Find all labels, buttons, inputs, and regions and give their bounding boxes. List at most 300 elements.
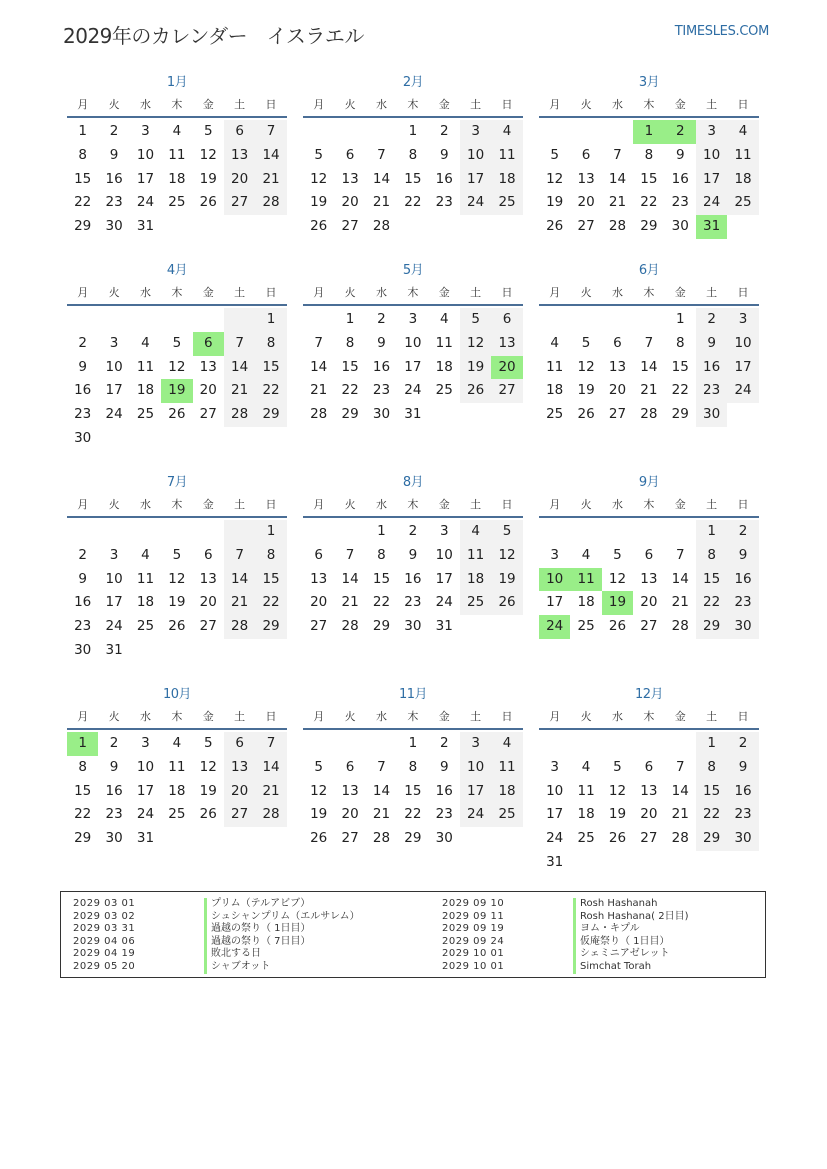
day-cell: 9 xyxy=(78,570,87,587)
week-row xyxy=(303,191,523,215)
day-cell: 3 xyxy=(550,546,559,563)
day-cell: 26 xyxy=(577,406,595,423)
day-cell: 20 xyxy=(341,194,359,211)
day-cell: 28 xyxy=(372,830,391,847)
week-row xyxy=(539,168,759,192)
day-cell: 17 xyxy=(435,570,453,587)
day-cell: 10 xyxy=(136,758,155,775)
empty-day-cell xyxy=(255,827,286,851)
empty-day-cell xyxy=(224,520,255,544)
day-cell: 19 xyxy=(168,594,186,611)
day-cell: 15 xyxy=(404,170,422,187)
holiday-name: 過越の祭り（ 1日目） xyxy=(204,923,311,936)
day-cell: 15 xyxy=(74,170,92,187)
day-cell: 30 xyxy=(404,618,422,635)
empty-day-cell xyxy=(67,520,98,544)
page-title: 2029年のカレンダー イスラエル xyxy=(63,24,364,48)
holiday-name: Simchat Torah xyxy=(573,961,651,974)
weekday-label: 木 xyxy=(643,710,655,723)
empty-day-cell xyxy=(161,215,192,239)
empty-day-cell xyxy=(570,308,601,332)
day-cell: 14 xyxy=(671,782,689,799)
brand-link[interactable]: TIMESLES.COM xyxy=(674,24,769,39)
day-cell: 13 xyxy=(640,570,658,587)
day-cell: 12 xyxy=(577,358,595,375)
weekday-label: 火 xyxy=(344,710,356,723)
day-cell: 12 xyxy=(168,358,186,375)
week-row xyxy=(539,615,759,639)
weekday-header xyxy=(303,94,523,118)
empty-day-cell xyxy=(130,308,161,332)
weekday-label: 月 xyxy=(77,498,89,511)
day-cell: 31 xyxy=(435,618,453,635)
day-cell: 29 xyxy=(341,406,359,423)
day-cell: 13 xyxy=(224,144,255,168)
day-cell: 7 xyxy=(675,758,685,775)
day-cell: 2 xyxy=(109,123,119,139)
day-cell: 27 xyxy=(640,618,658,635)
week-row xyxy=(67,780,287,804)
day-cell: 16 xyxy=(74,594,92,611)
day-cell: 7 xyxy=(224,544,255,568)
weekday-label: 火 xyxy=(580,286,592,299)
empty-day-cell xyxy=(727,403,758,427)
day-cell: 25 xyxy=(168,806,186,823)
day-cell: 21 xyxy=(671,594,689,611)
day-cell: 27 xyxy=(577,218,595,235)
day-cell: 9 xyxy=(408,546,418,563)
day-cell: 31 xyxy=(136,218,155,235)
empty-day-cell xyxy=(334,120,365,144)
day-cell: 21 xyxy=(310,382,328,399)
week-row xyxy=(303,144,523,168)
week-row xyxy=(303,780,523,804)
day-cell: 14 xyxy=(640,358,658,375)
empty-day-cell xyxy=(67,308,98,332)
day-cell: 4 xyxy=(141,334,150,351)
weekday-label: 水 xyxy=(139,498,151,511)
day-cell: 16 xyxy=(404,570,422,587)
day-cell: 6 xyxy=(491,308,522,332)
week-row xyxy=(303,732,523,756)
weekday-label: 土 xyxy=(470,98,482,111)
day-cell: 29 xyxy=(255,615,286,639)
holiday-date: 2029 04 06 xyxy=(73,935,136,947)
month-block xyxy=(67,72,287,239)
weekday-label: 日 xyxy=(737,98,749,111)
day-cell: 27 xyxy=(608,406,627,423)
day-cell: 14 xyxy=(224,568,255,592)
day-cell: 12 xyxy=(608,570,627,587)
day-cell: 21 xyxy=(372,194,391,211)
weekday-label: 日 xyxy=(265,710,277,723)
weekday-label: 水 xyxy=(375,498,387,511)
weekday-label: 日 xyxy=(501,710,513,723)
weekday-header xyxy=(539,94,759,118)
day-cell: 28 xyxy=(671,830,689,847)
day-cell: 5 xyxy=(172,546,182,563)
day-cell: 29 xyxy=(404,830,422,847)
day-cell: 2 xyxy=(696,308,727,332)
day-cell: 24 xyxy=(404,382,422,399)
weekday-label: 水 xyxy=(375,286,387,299)
day-cell: 21 xyxy=(640,382,658,399)
day-cell: 26 xyxy=(546,218,564,235)
weekday-label: 水 xyxy=(611,498,623,511)
weekday-label: 火 xyxy=(344,98,356,111)
week-row xyxy=(539,756,759,780)
day-cell: 30 xyxy=(696,403,727,427)
holiday-day-cell: 1 xyxy=(633,120,664,144)
day-cell: 11 xyxy=(727,144,758,168)
weekday-header xyxy=(303,282,523,306)
day-cell: 12 xyxy=(199,146,217,163)
day-cell: 24 xyxy=(435,594,453,611)
day-cell: 14 xyxy=(608,170,627,187)
empty-day-cell xyxy=(570,732,601,756)
day-cell: 13 xyxy=(608,358,627,375)
weekday-label: 金 xyxy=(202,710,214,723)
day-cell: 23 xyxy=(671,194,689,211)
day-cell: 23 xyxy=(74,618,92,635)
day-cell: 28 xyxy=(671,618,689,635)
empty-day-cell xyxy=(193,427,224,451)
empty-day-cell xyxy=(303,732,334,756)
day-cell: 26 xyxy=(168,618,186,635)
day-cell: 24 xyxy=(460,803,491,827)
day-cell: 11 xyxy=(491,144,522,168)
weekday-label: 木 xyxy=(643,98,655,111)
week-row xyxy=(539,403,759,427)
week-row xyxy=(67,732,287,756)
day-cell: 30 xyxy=(105,830,123,847)
month-block xyxy=(539,260,759,427)
day-cell: 9 xyxy=(109,146,119,163)
weekday-label: 月 xyxy=(549,710,561,723)
day-cell: 10 xyxy=(435,546,453,563)
weekday-label: 火 xyxy=(108,710,120,723)
day-cell: 16 xyxy=(105,170,123,187)
day-cell: 14 xyxy=(224,356,255,380)
day-cell: 19 xyxy=(310,806,328,823)
month-block xyxy=(67,684,287,851)
day-cell: 24 xyxy=(460,191,491,215)
empty-day-cell xyxy=(491,615,522,639)
day-cell: 8 xyxy=(255,332,286,356)
week-row xyxy=(67,356,287,380)
day-cell: 13 xyxy=(310,570,328,587)
day-cell: 9 xyxy=(696,332,727,356)
day-cell: 5 xyxy=(460,308,491,332)
week-row xyxy=(303,756,523,780)
empty-day-cell xyxy=(665,851,696,875)
empty-day-cell xyxy=(602,732,633,756)
weekday-header xyxy=(67,94,287,118)
day-cell: 13 xyxy=(341,782,359,799)
holiday-date: 2029 09 24 xyxy=(442,935,505,947)
empty-day-cell xyxy=(665,520,696,544)
day-cell: 22 xyxy=(671,382,689,399)
day-cell: 17 xyxy=(404,358,422,375)
holiday-date: 2029 09 19 xyxy=(442,923,505,935)
day-cell: 9 xyxy=(439,146,449,163)
day-cell: 16 xyxy=(727,780,758,804)
week-row xyxy=(67,379,287,403)
day-cell: 23 xyxy=(727,591,758,615)
day-cell: 11 xyxy=(577,782,595,799)
weekday-label: 木 xyxy=(407,286,419,299)
day-cell: 24 xyxy=(696,191,727,215)
month-block xyxy=(67,472,287,663)
week-row xyxy=(67,756,287,780)
empty-day-cell xyxy=(366,732,397,756)
day-cell: 6 xyxy=(314,546,323,563)
day-cell: 26 xyxy=(310,830,328,847)
day-cell: 6 xyxy=(644,546,654,563)
weekday-label: 水 xyxy=(611,710,623,723)
day-cell: 31 xyxy=(404,406,422,423)
month-block xyxy=(303,72,523,239)
weekday-label: 火 xyxy=(580,98,592,111)
day-cell: 23 xyxy=(727,803,758,827)
weekday-label: 土 xyxy=(706,498,718,511)
weekday-header xyxy=(539,282,759,306)
empty-day-cell xyxy=(570,851,601,875)
day-cell: 13 xyxy=(491,332,522,356)
weekday-label: 木 xyxy=(643,498,655,511)
day-cell: 20 xyxy=(577,194,595,211)
empty-day-cell xyxy=(255,215,286,239)
month-name: 4月 xyxy=(166,263,188,278)
day-cell: 18 xyxy=(168,782,186,799)
day-cell: 18 xyxy=(546,382,564,399)
month-name: 3月 xyxy=(638,75,660,90)
day-cell: 3 xyxy=(460,120,491,144)
day-cell: 28 xyxy=(255,191,286,215)
week-row xyxy=(539,120,759,144)
weekday-label: 土 xyxy=(234,286,246,299)
day-cell: 3 xyxy=(439,523,449,539)
empty-day-cell xyxy=(696,851,727,875)
weekday-header xyxy=(303,706,523,730)
day-cell: 1 xyxy=(696,520,727,544)
empty-day-cell xyxy=(224,827,255,851)
day-cell: 6 xyxy=(613,334,622,351)
weekday-label: 金 xyxy=(438,286,450,299)
holiday-name: 仮庵祭り（ 1日目） xyxy=(573,936,670,949)
holiday-entry xyxy=(61,936,360,949)
day-cell: 7 xyxy=(345,546,355,563)
holiday-name: シュシャンプリム（エルサレム） xyxy=(204,911,360,924)
day-cell: 15 xyxy=(341,358,359,375)
day-cell: 15 xyxy=(404,782,422,799)
empty-day-cell xyxy=(539,732,570,756)
day-cell: 3 xyxy=(408,311,418,327)
empty-day-cell xyxy=(224,308,255,332)
empty-day-cell xyxy=(303,520,334,544)
day-cell: 26 xyxy=(608,830,627,847)
week-row xyxy=(67,639,287,663)
week-row xyxy=(67,827,287,851)
empty-day-cell xyxy=(602,308,633,332)
day-cell: 25 xyxy=(136,406,155,423)
empty-day-cell xyxy=(161,827,192,851)
empty-day-cell xyxy=(193,639,224,663)
week-row xyxy=(303,520,523,544)
day-cell: 20 xyxy=(341,806,359,823)
day-cell: 28 xyxy=(608,218,627,235)
empty-day-cell xyxy=(460,403,491,427)
weekday-label: 木 xyxy=(171,98,183,111)
day-cell: 2 xyxy=(439,123,449,139)
day-cell: 5 xyxy=(581,334,591,351)
day-cell: 30 xyxy=(74,429,92,446)
day-cell: 13 xyxy=(199,358,217,375)
holiday-name: シャブオット xyxy=(204,961,270,974)
day-cell: 17 xyxy=(727,356,758,380)
holiday-name: Rosh Hashanah xyxy=(573,898,657,911)
week-row xyxy=(67,568,287,592)
weekday-label: 日 xyxy=(265,286,277,299)
weekday-header xyxy=(67,282,287,306)
weekday-label: 金 xyxy=(438,498,450,511)
weekday-label: 日 xyxy=(737,286,749,299)
day-cell: 8 xyxy=(696,756,727,780)
day-cell: 8 xyxy=(408,146,418,163)
day-cell: 28 xyxy=(341,618,359,635)
day-cell: 14 xyxy=(372,782,391,799)
day-cell: 10 xyxy=(105,358,123,375)
day-cell: 18 xyxy=(577,806,595,823)
day-cell: 14 xyxy=(255,144,286,168)
day-cell: 2 xyxy=(439,735,449,751)
day-cell: 24 xyxy=(136,194,155,211)
day-cell: 10 xyxy=(105,570,123,587)
day-cell: 25 xyxy=(491,803,522,827)
day-cell: 9 xyxy=(377,334,386,351)
weekday-label: 火 xyxy=(580,498,592,511)
empty-day-cell xyxy=(130,427,161,451)
day-cell: 12 xyxy=(460,332,491,356)
weekday-label: 土 xyxy=(470,286,482,299)
empty-day-cell xyxy=(602,851,633,875)
day-cell: 15 xyxy=(74,782,92,799)
day-cell: 23 xyxy=(435,806,453,823)
day-cell: 14 xyxy=(255,756,286,780)
week-row xyxy=(539,332,759,356)
day-cell: 3 xyxy=(141,123,150,139)
weekday-label: 土 xyxy=(234,98,246,111)
day-cell: 23 xyxy=(696,379,727,403)
day-cell: 22 xyxy=(372,594,391,611)
day-cell: 24 xyxy=(105,618,123,635)
day-cell: 28 xyxy=(372,218,391,235)
holiday-day-cell: 19 xyxy=(602,591,633,615)
day-cell: 2 xyxy=(377,311,386,327)
week-row xyxy=(303,803,523,827)
empty-day-cell xyxy=(491,403,522,427)
weekday-label: 火 xyxy=(344,498,356,511)
day-cell: 5 xyxy=(314,758,323,775)
day-cell: 6 xyxy=(203,546,213,563)
empty-day-cell xyxy=(491,215,522,239)
week-row xyxy=(303,591,523,615)
day-cell: 2 xyxy=(109,735,119,751)
day-cell: 5 xyxy=(550,146,559,163)
weekday-label: 金 xyxy=(438,98,450,111)
day-cell: 5 xyxy=(203,735,213,751)
week-row xyxy=(539,520,759,544)
day-cell: 11 xyxy=(168,146,186,163)
day-cell: 1 xyxy=(345,311,355,327)
week-row xyxy=(303,332,523,356)
holiday-name: 過越の祭り（ 7日目） xyxy=(204,936,311,949)
empty-day-cell xyxy=(255,639,286,663)
day-cell: 23 xyxy=(404,594,422,611)
day-cell: 23 xyxy=(105,194,123,211)
day-cell: 5 xyxy=(491,520,522,544)
holiday-day-cell: 31 xyxy=(696,215,727,239)
empty-day-cell xyxy=(334,520,365,544)
empty-day-cell xyxy=(224,215,255,239)
day-cell: 14 xyxy=(341,570,359,587)
day-cell: 18 xyxy=(136,594,155,611)
day-cell: 1 xyxy=(696,732,727,756)
weekday-label: 月 xyxy=(313,498,325,511)
day-cell: 10 xyxy=(727,332,758,356)
day-cell: 21 xyxy=(255,780,286,804)
day-cell: 12 xyxy=(546,170,564,187)
day-cell: 10 xyxy=(136,146,155,163)
day-cell: 5 xyxy=(314,146,323,163)
day-cell: 5 xyxy=(172,334,182,351)
day-cell: 21 xyxy=(255,168,286,192)
weekday-label: 土 xyxy=(470,710,482,723)
day-cell: 20 xyxy=(608,382,627,399)
day-cell: 20 xyxy=(224,168,255,192)
calendar-grid xyxy=(67,72,767,872)
day-cell: 11 xyxy=(136,570,155,587)
day-cell: 17 xyxy=(105,382,123,399)
empty-day-cell xyxy=(570,120,601,144)
empty-day-cell xyxy=(633,732,664,756)
empty-day-cell xyxy=(633,308,664,332)
weekday-label: 金 xyxy=(438,710,450,723)
month-block xyxy=(539,684,759,875)
holiday-name: ヨム・キプル xyxy=(573,923,640,936)
day-cell: 9 xyxy=(78,358,87,375)
month-name: 10月 xyxy=(162,687,192,702)
day-cell: 12 xyxy=(310,170,328,187)
day-cell: 1 xyxy=(255,520,286,544)
day-cell: 8 xyxy=(255,544,286,568)
day-cell: 17 xyxy=(460,168,491,192)
empty-day-cell xyxy=(633,520,664,544)
weekday-label: 土 xyxy=(234,498,246,511)
empty-day-cell xyxy=(224,639,255,663)
holiday-entry xyxy=(430,948,688,961)
day-cell: 17 xyxy=(546,594,564,611)
holiday-date: 2029 09 11 xyxy=(442,910,505,922)
day-cell: 16 xyxy=(372,358,391,375)
day-cell: 26 xyxy=(199,194,217,211)
week-row xyxy=(539,803,759,827)
day-cell: 27 xyxy=(199,406,217,423)
day-cell: 6 xyxy=(224,120,255,144)
empty-day-cell xyxy=(491,827,522,851)
empty-day-cell xyxy=(539,520,570,544)
day-cell: 22 xyxy=(255,591,286,615)
